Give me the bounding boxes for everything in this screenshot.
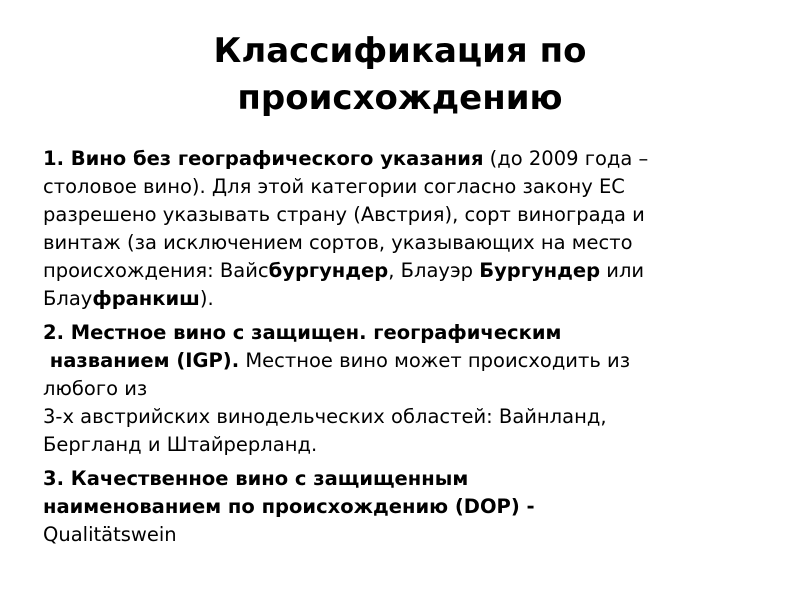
slide-title-line-1: Классификация по <box>213 31 587 71</box>
list-item-2 <box>43 319 763 459</box>
item-1-line-6-text: Блау <box>43 287 93 310</box>
item-1-line-1 <box>43 145 763 173</box>
slide-title-line-2: происхождению <box>237 78 563 118</box>
item-2-line-4: 3-х австрийских винодельческих областей: Вайнланд, <box>43 405 607 428</box>
list-item-1 <box>43 145 763 313</box>
item-1-line-5-text-3: или <box>600 259 645 282</box>
item-2-line-5: Бергланд и Штайрерланд. <box>43 433 318 456</box>
item-1-heading: 1. Вино без географического указания <box>43 147 484 170</box>
item-3-heading-2: наименованием по происхождению (DOP) - <box>43 495 535 518</box>
item-2-line-2-text: Местное вино может происходить из <box>239 349 631 372</box>
item-2-heading: 2. Местное вино с защищен. географическим <box>43 321 562 344</box>
item-3-line-1 <box>43 465 763 493</box>
item-2-line-2 <box>43 347 763 375</box>
item-1-line-5-text-2: , Блауэр <box>388 259 480 282</box>
item-3-line-3: Qualitätswein <box>43 523 177 546</box>
item-1-line-6-text-2: ). <box>199 287 214 310</box>
slide-body <box>43 145 763 555</box>
item-1-line-5-bold-2: Бургундер <box>479 259 601 282</box>
item-1-line-1-text: (до 2009 года – <box>483 147 649 170</box>
item-1-line-5 <box>43 257 763 285</box>
item-1-line-6-bold: франкиш <box>92 287 200 310</box>
item-1-line-6 <box>43 285 763 313</box>
item-2-line-3: любого из <box>43 377 148 400</box>
item-1-line-2: столовое вино). Для этой категории согласно закону ЕС <box>43 175 625 198</box>
slide-title <box>60 28 740 122</box>
item-1-line-4: винтаж (за исключением сортов, указывающих на место <box>43 231 633 254</box>
item-3-line-2 <box>43 493 763 521</box>
item-1-line-3: разрешено указывать страну (Австрия), сорт винограда и <box>43 203 645 226</box>
list-item-3 <box>43 465 763 549</box>
item-2-line-1 <box>43 319 763 347</box>
item-1-line-5-bold: бургундер <box>268 259 389 282</box>
item-2-heading-2: названием (IGP). <box>43 349 240 372</box>
item-1-line-5-text: происхождения: Вайс <box>43 259 269 282</box>
item-3-heading: 3. Качественное вино с защищенным <box>43 467 469 490</box>
